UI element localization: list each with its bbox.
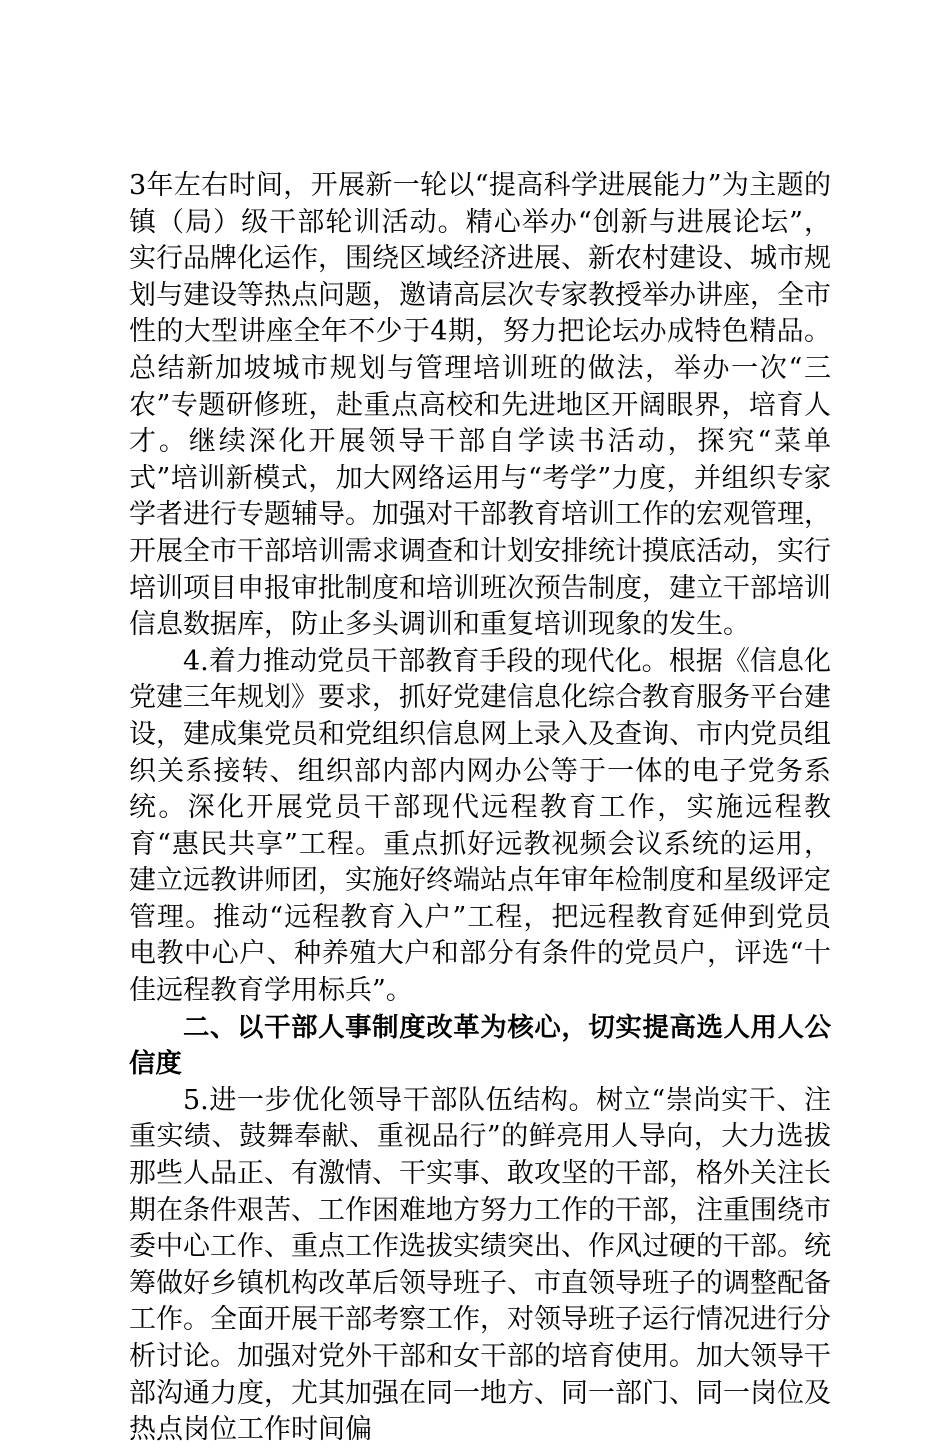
paragraph-item-5: 5.进一步优化领导干部队伍结构。树立“崇尚实干、注重实绩、鼓舞奉献、重视品行”的鲜亮用人导向，大力选拔那些人品正、有激情、干实事、敢攻坚的干部，格外关注长期在条件艰苦、工作困难地方努力工作的干部，注重围绕市委中心工作、重点工作选拔实绩突出、作风过硬的干部。统筹做好乡镇机构改革后领导班子、市直领导班子的调整配备工作。全面开展干部考察工作，对领导班子运行情况进行分析讨论。加强对党外干部和女干部的培育使用。加大领导干部沟通力度，尤其加强在同一地方、同一部门、同一岗位及热点岗位工作时间偏 — [129, 1084, 831, 1446]
paragraph-item-4: 4.着力推动党员干部教育手段的现代化。根据《信息化党建三年规划》要求，抓好党建信息化综合教育服务平台建设，建成集党员和党组织信息网上录入及查询、市内党员组织关系接转、组织部内部内网办公等于一体的电子党务系统。深化开展党员干部现代远程教育工作，实施远程教育“惠民共享”工程。重点抓好远教视频会议系统的运用，建立远教讲师团，实施好终端站点年审年检制度和星级评定管理。推动“远程教育入户”工程，把远程教育延伸到党员电教中心户、种养殖大户和部分有条件的党员户，评选“十佳远程教育学用标兵”。 — [129, 645, 831, 1007]
document-body — [129, 168, 831, 1449]
section-heading-2: 二、以干部人事制度改革为核心，切实提高选人用人公信度 — [129, 1011, 831, 1080]
paragraph-continuation: 3年左右时间，开展新一轮以“提高科学进展能力”为主题的镇（局）级干部轮训活动。精心举办“创新与进展论坛”，实行品牌化运作，围绕区域经济进展、新农村建设、城市规划与建设等热点问题，邀请高层次专家教授举办讲座，全市性的大型讲座全年不少于4期，努力把论坛办成特色精品。总结新加坡城市规划与管理培训班的做法，举办一次“三农”专题研修班，赴重点高校和先进地区开阔眼界，培育人才。继续深化开展领导干部自学读书活动，探究“菜单式”培训新模式，加大网络运用与“考学”力度，并组织专家学者进行专题辅导。加强对干部教育培训工作的宏观管理，开展全市干部培训需求调查和计划安排统计摸底活动，实行培训项目申报审批制度和培训班次预告制度，建立干部培训信息数据库，防止多头调训和重复培训现象的发生。 — [129, 170, 831, 641]
